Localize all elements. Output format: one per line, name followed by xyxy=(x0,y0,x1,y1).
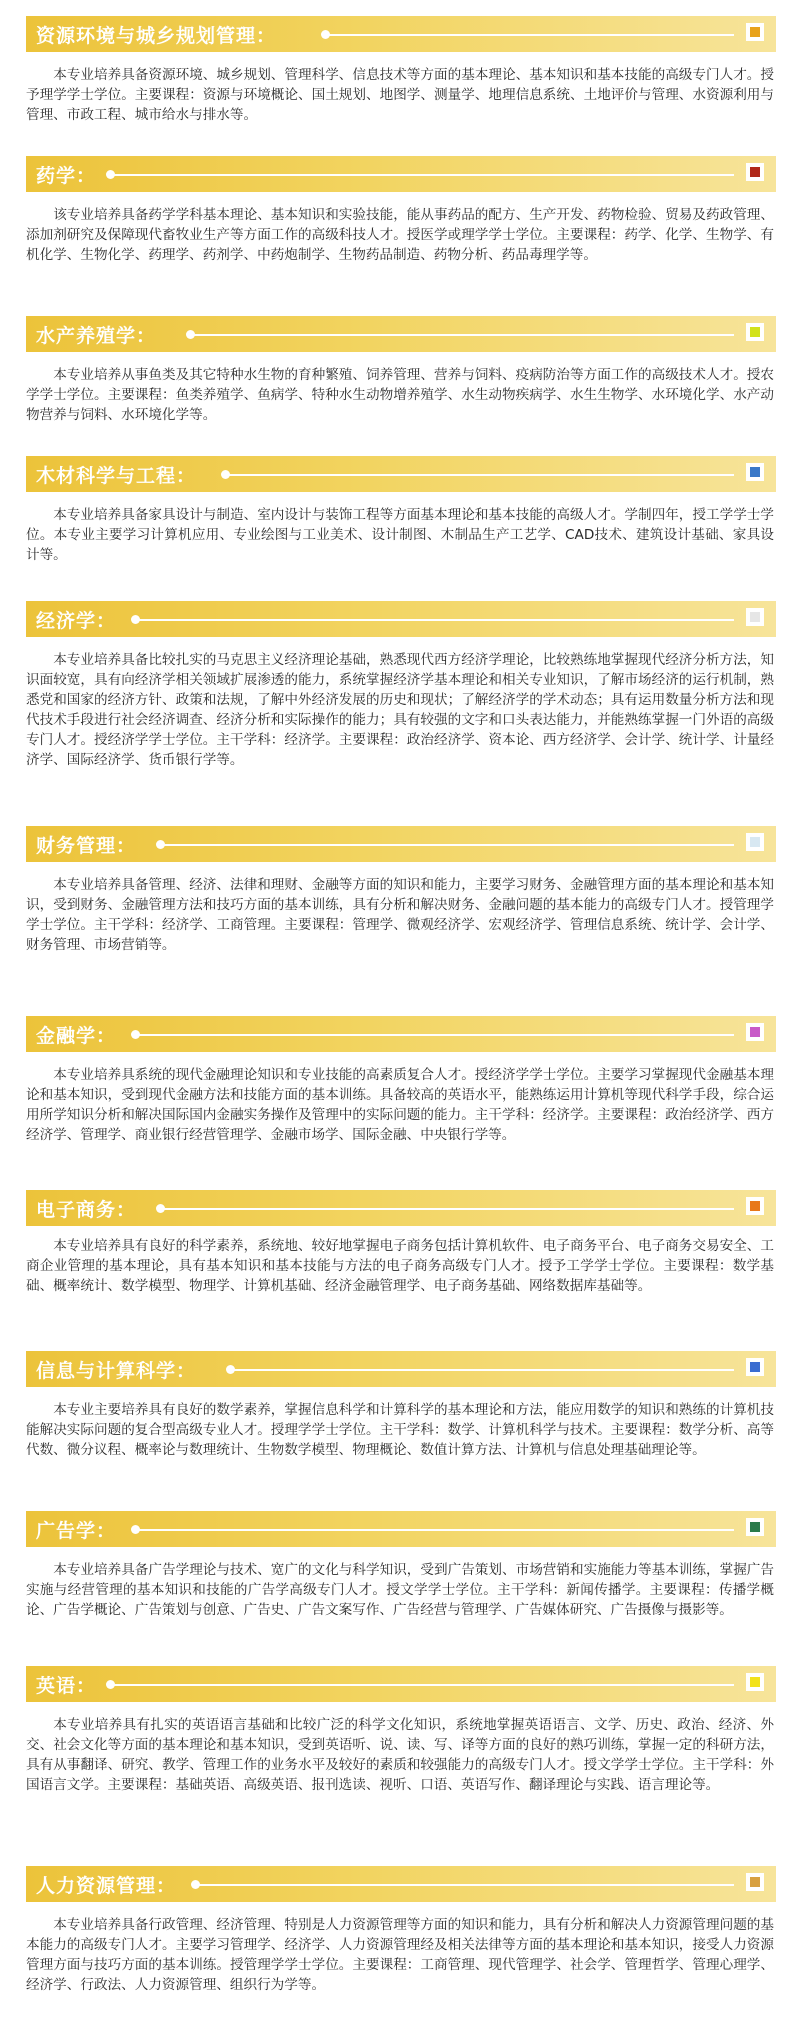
section-description: 本专业主要培养具有良好的数学素养，掌握信息科学和计算科学的基本理论和方法，能应用数学的知识和熟练的计算机技能解决实际问题的复合型高级专业人才。授理学学士学位。主干学科：数学、计算机科学与技术。主要课程：数学分析、高等代数、微分议程、概率论与数理统计、生物数学模型、物理概论、数值计算方法、计算机与信息处理基础理论等。 xyxy=(26,1402,774,1458)
section-marker-icon xyxy=(746,163,764,181)
section-title: 药学： xyxy=(36,165,97,187)
banner-divider-line xyxy=(191,334,734,336)
section-title: 人力资源管理： xyxy=(36,1875,177,1897)
marker-color-swatch xyxy=(750,27,760,37)
section-marker-icon xyxy=(746,1023,764,1041)
banner-divider-line xyxy=(136,619,734,621)
section-title: 水产养殖学： xyxy=(36,325,157,347)
section-marker-icon xyxy=(746,1518,764,1536)
section-description: 本专业培养具系统的现代金融理论知识和专业技能的高素质复合人才。授经济学学士学位。主要学习掌握现代金融基本理论和基本知识，受到现代金融方法和技能方面的基本训练。具备较高的英语水平，能熟练运用计算机等现代科学手段，综合运用所学知识分析和解决国际国内金融实务操作及管理中的实际问题的能力。主干学科：经济学。主要课程：政治经济学、西方经济学、管理学、商业银行经营管理学、金融市场学、国际金融、中央银行学等。 xyxy=(26,1067,774,1143)
section-marker-icon xyxy=(746,1197,764,1215)
section-title: 金融学： xyxy=(36,1025,117,1047)
section-description: 本专业培养具备行政管理、经济管理、特别是人力资源管理等方面的知识和能力，具有分析和解决人力资源管理问题的基本能力的高级专门人才。主要学习管理学、经济学、人力资源管理经及相关法律等方面的基本理论和基本知识，接受人力资源管理方面与技巧方面的基本训练。授管理学学士学位。主要课程：工商管理、现代管理学、社会学、管理哲学、管理心理学、经济学、行政法、人力资源管理、组织行为学等。 xyxy=(26,1917,774,1993)
section-marker-icon xyxy=(746,1673,764,1691)
banner-divider-line xyxy=(136,1034,734,1036)
section-title: 资源环境与城乡规划管理： xyxy=(36,25,277,47)
section-banner xyxy=(26,826,776,862)
section-description: 本专业培养具备比较扎实的马克思主义经济理论基础，熟悉现代西方经济学理论，比较熟练地掌握现代经济分析方法，知识面较宽，具有向经济学相关领域扩展渗透的能力，系统掌握经济学基本理论和相关专业知识，了解市场经济的运行机制，熟悉党和国家的经济方针、政策和法规，了解中外经济发展的历史和现状；了解经济学的学术动态；具有运用数量分析方法和现代技术手段进行社会经济调查、经济分析和实际操作的能力；具有较强的文字和口头表达能力，并能熟练掌握一门外语的高级专门人才。授经济学学士学位。主干学科：经济学。主要课程：政治经济学、资本论、西方经济学、会计学、统计学、计量经济学、国际经济学、货币银行学等。 xyxy=(26,652,774,768)
section-description: 本专业培养具有扎实的英语语言基础和比较广泛的科学文化知识，系统地掌握英语语言、文学、历史、政治、经济、外交、社会文化等方面的基本理论和基本知识，受到英语听、说、读、写、译等方面的良好的熟巧训练，掌握一定的科研方法，具有从事翻译、研究、教学、管理工作的业务水平及较好的素质和较强能力的高级专门人才。授文学学士学位。主干学科：外国语言文学。主要课程：基础英语、高级英语、报刊选读、视听、口语、英语写作、翻译理论与实践、语言理论等。 xyxy=(26,1717,774,1793)
section-description: 本专业培养具备资源环境、城乡规划、管理科学、信息技术等方面的基本理论、基本知识和基本技能的高级专门人才。授予理学学士学位。主要课程：资源与环境概论、国土规划、地图学、测量学、地理信息系统、土地评价与管理、水资源利用与管理、市政工程、城市给水与排水等。 xyxy=(26,67,774,123)
section-description: 本专业培养从事鱼类及其它特种水生物的育种繁殖、饲养管理、营养与饲料、疫病防治等方面工作的高级技术人才。授农学学士学位。主要课程：鱼类养殖学、鱼病学、特种水生动物增养殖学、水生动物疾病学、水生生物学、水环境化学、水产动物营养与饲料、水环境化学等。 xyxy=(26,367,774,423)
section-marker-icon xyxy=(746,608,764,626)
section-banner xyxy=(26,601,776,637)
marker-color-swatch xyxy=(750,1362,760,1372)
banner-divider-line xyxy=(161,844,734,846)
section-banner xyxy=(26,156,776,192)
section-banner xyxy=(26,1666,776,1702)
section-banner xyxy=(26,1866,776,1902)
marker-color-swatch xyxy=(750,1522,760,1532)
section-banner xyxy=(26,1190,776,1226)
banner-divider-line xyxy=(161,1208,734,1210)
marker-color-swatch xyxy=(750,1201,760,1211)
section-banner xyxy=(26,16,776,52)
marker-color-swatch xyxy=(750,837,760,847)
marker-color-swatch xyxy=(750,1677,760,1687)
section-marker-icon xyxy=(746,23,764,41)
banner-divider-line xyxy=(136,1529,734,1531)
section-title: 广告学： xyxy=(36,1520,117,1542)
section-title: 木材科学与工程： xyxy=(36,465,197,487)
section-banner xyxy=(26,316,776,352)
section-marker-icon xyxy=(746,833,764,851)
section-banner xyxy=(26,1511,776,1547)
marker-color-swatch xyxy=(750,1877,760,1887)
marker-color-swatch xyxy=(750,327,760,337)
section-banner xyxy=(26,1016,776,1052)
section-banner xyxy=(26,1351,776,1387)
marker-color-swatch xyxy=(750,612,760,622)
section-title: 英语： xyxy=(36,1675,97,1697)
marker-color-swatch xyxy=(750,467,760,477)
section-marker-icon xyxy=(746,1358,764,1376)
section-title: 经济学： xyxy=(36,610,117,632)
section-marker-icon xyxy=(746,1873,764,1891)
section-title: 电子商务： xyxy=(36,1199,137,1221)
banner-divider-line xyxy=(326,34,734,36)
marker-color-swatch xyxy=(750,1027,760,1037)
section-marker-icon xyxy=(746,323,764,341)
section-title: 财务管理： xyxy=(36,835,137,857)
section-description: 该专业培养具备药学学科基本理论、基本知识和实验技能，能从事药品的配方、生产开发、药物检验、贸易及药政管理、添加剂研究及保障现代畜牧业生产等方面工作的高级科技人才。授医学或理学学士学位。主要课程：药学、化学、生物学、有机化学、生物化学、药理学、药剂学、中药炮制学、生物药品制造、药物分析、药品毒理学等。 xyxy=(26,207,774,263)
section-description: 本专业培养具备广告学理论与技术、宽广的文化与科学知识，受到广告策划、市场营销和实施能力等基本训练，掌握广告实施与经营管理的基本知识和技能的广告学高级专门人才。授文学学士学位。主干学科：新闻传播学。主要课程：传播学概论、广告学概论、广告策划与创意、广告史、广告文案写作、广告经营与管理学、广告媒体研究、广告摄像与摄影等。 xyxy=(26,1562,774,1618)
banner-divider-line xyxy=(111,1684,734,1686)
section-marker-icon xyxy=(746,463,764,481)
banner-divider-line xyxy=(196,1884,734,1886)
banner-divider-line xyxy=(231,1369,734,1371)
banner-divider-line xyxy=(226,474,734,476)
section-description: 本专业培养具有良好的科学素养，系统地、较好地掌握电子商务包括计算机软件、电子商务平台、电子商务交易安全、工商企业管理的基本理论，具有基本知识和基本技能与方法的电子商务高级专门人才。授予工学学士学位。主要课程：数学基础、概率统计、数学模型、物理学、计算机基础、经济金融管理学、电子商务基础、网络数据库基础等。 xyxy=(26,1238,774,1294)
section-title: 信息与计算科学： xyxy=(36,1360,197,1382)
banner-divider-line xyxy=(111,174,734,176)
marker-color-swatch xyxy=(750,167,760,177)
section-description: 本专业培养具备家具设计与制造、室内设计与装饰工程等方面基本理论和基本技能的高级人才。学制四年，授工学学士学位。本专业主要学习计算机应用、专业绘图与工业美术、设计制图、木制品生产工艺学、CAD技术、建筑设计基础、家具设计等。 xyxy=(26,507,774,563)
section-banner xyxy=(26,456,776,492)
section-description: 本专业培养具备管理、经济、法律和理财、金融等方面的知识和能力，主要学习财务、金融管理方面的基本理论和基本知识，受到财务、金融管理方法和技巧方面的基本训练，具有分析和解决财务、金融问题的基本能力的高级专门人才。授管理学学士学位。主干学科：经济学、工商管理。主要课程：管理学、微观经济学、宏观经济学、管理信息系统、统计学、会计学、财务管理、市场营销等。 xyxy=(26,877,774,953)
